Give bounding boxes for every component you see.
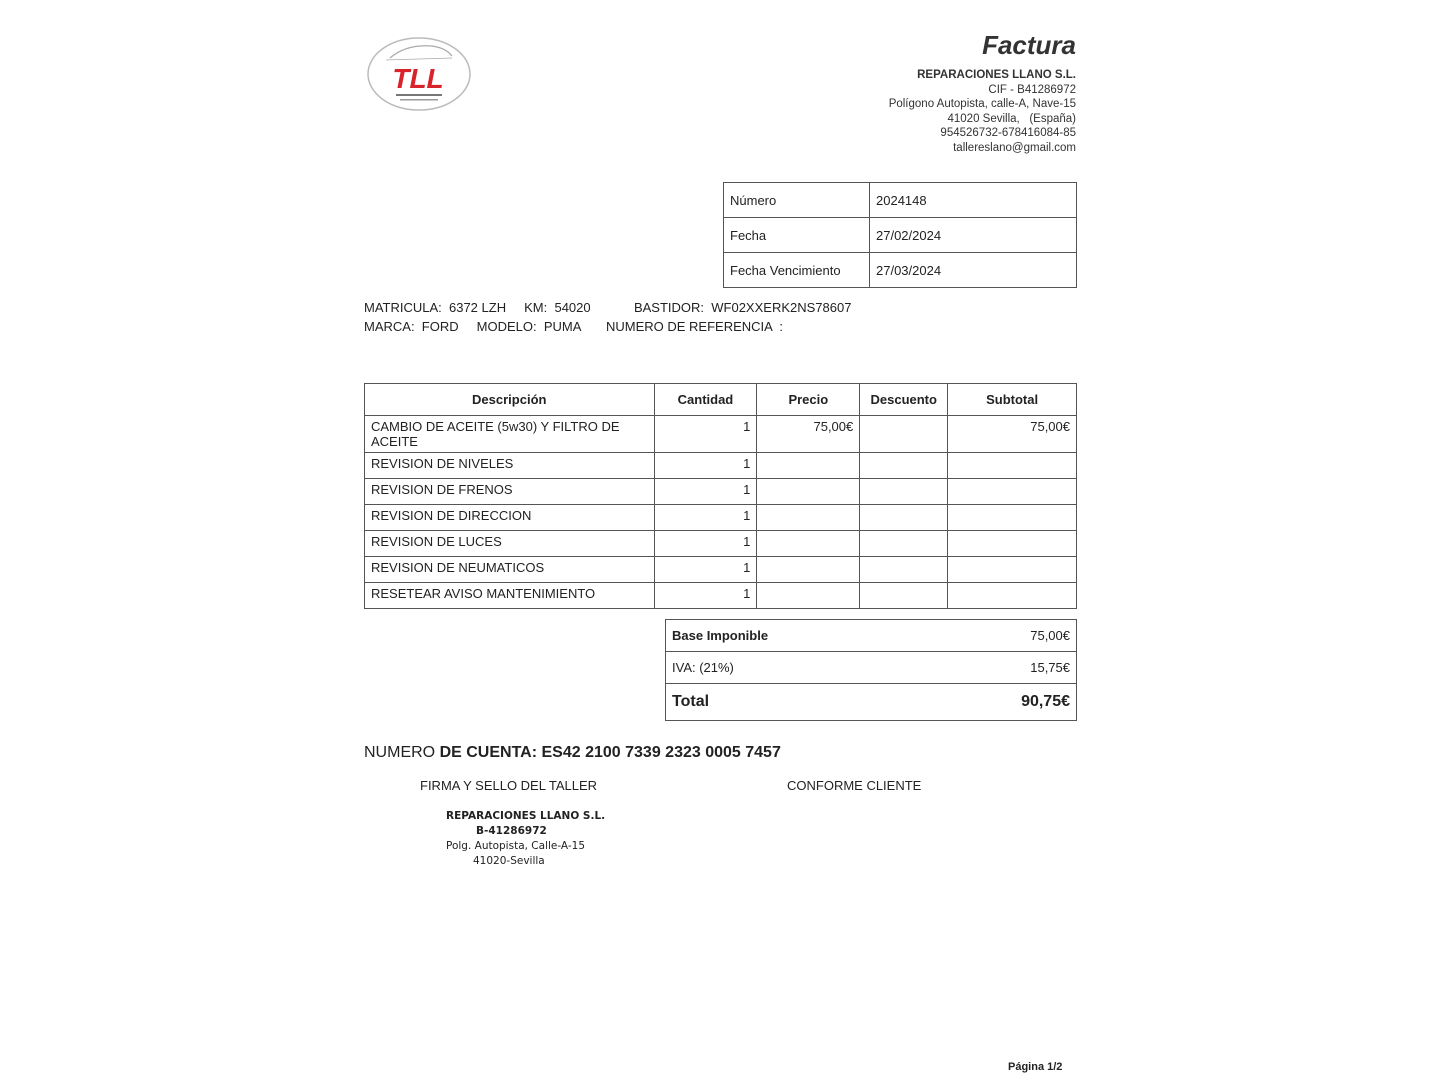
- iva-label: IVA: (21%): [666, 652, 928, 684]
- header-discount: Descuento: [860, 384, 948, 416]
- company-logo: [366, 36, 472, 112]
- vehicle-line-1: MATRICULA: 6372 LZH KM: 54020 BASTIDOR: WF02XXERK2NS78607: [364, 300, 852, 315]
- item-discount: [860, 531, 948, 557]
- item-subtotal: [948, 479, 1077, 505]
- document-title: Factura: [982, 30, 1076, 60]
- item-discount: [860, 416, 948, 453]
- item-description: RESETEAR AVISO MANTENIMIENTO: [365, 583, 655, 609]
- item-description: REVISION DE NIVELES: [365, 453, 655, 479]
- table-row: [365, 531, 1077, 557]
- item-subtotal: [948, 583, 1077, 609]
- item-subtotal: [948, 557, 1077, 583]
- header-description: Descripción: [365, 384, 655, 416]
- item-quantity: 1: [654, 453, 757, 479]
- totals-row-total: [666, 684, 1077, 721]
- item-discount: [860, 557, 948, 583]
- item-subtotal: [948, 505, 1077, 531]
- meta-value: 2024148: [870, 183, 1077, 218]
- company-info: [889, 68, 1076, 155]
- company-phones: 954526732-678416084-85: [940, 127, 1076, 139]
- meta-label: Número: [724, 183, 870, 218]
- header-price: Precio: [757, 384, 860, 416]
- workshop-signature-label: FIRMA Y SELLO DEL TALLER: [420, 778, 598, 793]
- table-row: [365, 416, 1077, 453]
- meta-label: Fecha: [724, 218, 870, 253]
- table-row: [365, 505, 1077, 531]
- item-subtotal: [948, 531, 1077, 557]
- company-stamp: [446, 809, 605, 869]
- company-name: REPARACIONES LLANO S.L.: [917, 69, 1076, 81]
- account-iban: ES42 2100 7339 2323 0005 7457: [541, 744, 781, 761]
- item-quantity: 1: [654, 505, 757, 531]
- totals-row-base: [666, 620, 1077, 652]
- item-discount: [860, 453, 948, 479]
- totals-row-iva: [666, 652, 1077, 684]
- table-row: [365, 479, 1077, 505]
- item-price: [757, 505, 860, 531]
- totals-table: [665, 619, 1077, 721]
- meta-value: 27/02/2024: [870, 218, 1077, 253]
- item-price: [757, 453, 860, 479]
- item-price: [757, 557, 860, 583]
- item-quantity: 1: [654, 416, 757, 453]
- total-label: Total: [666, 684, 928, 721]
- item-description: CAMBIO DE ACEITE (5w30) Y FILTRO DE ACEITE: [365, 416, 655, 453]
- items-header-row: [365, 384, 1077, 416]
- header-quantity: Cantidad: [654, 384, 757, 416]
- item-subtotal: 75,00€: [948, 416, 1077, 453]
- item-price: [757, 479, 860, 505]
- header-subtotal: Subtotal: [948, 384, 1077, 416]
- total-value: 90,75€: [928, 684, 1077, 721]
- stamp-cif: B-41286972: [476, 825, 547, 837]
- meta-label: Fecha Vencimiento: [724, 253, 870, 288]
- item-quantity: 1: [654, 479, 757, 505]
- item-description: REVISION DE DIRECCION: [365, 505, 655, 531]
- logo-graphic: [366, 36, 472, 112]
- item-price: 75,00€: [757, 416, 860, 453]
- item-price: [757, 531, 860, 557]
- item-description: REVISION DE NEUMATICOS: [365, 557, 655, 583]
- bank-account: [364, 744, 781, 762]
- stamp-address: Polg. Autopista, Calle-A-15: [446, 840, 586, 852]
- company-email: tallereslano@gmail.com: [953, 141, 1076, 154]
- company-address-line1: Polígono Autopista, calle-A, Nave-15: [888, 98, 1076, 110]
- company-cif: CIF - B41286972: [988, 83, 1076, 96]
- item-discount: [860, 583, 948, 609]
- table-row: [365, 453, 1077, 479]
- item-discount: [860, 505, 948, 531]
- account-prefix: NUMERO: [364, 744, 436, 761]
- client-signature-label: CONFORME CLIENTE: [787, 778, 922, 793]
- page-number: Página 1/2: [1008, 1061, 1063, 1073]
- item-description: REVISION DE FRENOS: [365, 479, 655, 505]
- account-label: DE CUENTA:: [439, 744, 538, 761]
- stamp-company-name: REPARACIONES LLANO S.L.: [446, 810, 606, 822]
- table-row: [365, 583, 1077, 609]
- vehicle-line-2: MARCA: FORD MODELO: PUMA NUMERO DE REFERENCIA :: [364, 319, 783, 334]
- invoice-meta-table: [723, 182, 1077, 288]
- company-address-line2: 41020 Sevilla, (España): [947, 112, 1076, 125]
- meta-row-date: [724, 218, 1077, 253]
- item-quantity: 1: [654, 557, 757, 583]
- items-table: [364, 383, 1077, 609]
- meta-row-due-date: [724, 253, 1077, 288]
- iva-value: 15,75€: [928, 652, 1077, 684]
- item-price: [757, 583, 860, 609]
- meta-value: 27/03/2024: [870, 253, 1077, 288]
- item-description: REVISION DE LUCES: [365, 531, 655, 557]
- meta-row-number: [724, 183, 1077, 218]
- base-label: Base Imponible: [666, 620, 928, 652]
- item-subtotal: [948, 453, 1077, 479]
- table-row: [365, 557, 1077, 583]
- base-value: 75,00€: [928, 620, 1077, 652]
- item-quantity: 1: [654, 531, 757, 557]
- item-quantity: 1: [654, 583, 757, 609]
- item-discount: [860, 479, 948, 505]
- logo-text: TLL: [392, 63, 444, 94]
- stamp-city: 41020-Sevilla: [473, 855, 545, 867]
